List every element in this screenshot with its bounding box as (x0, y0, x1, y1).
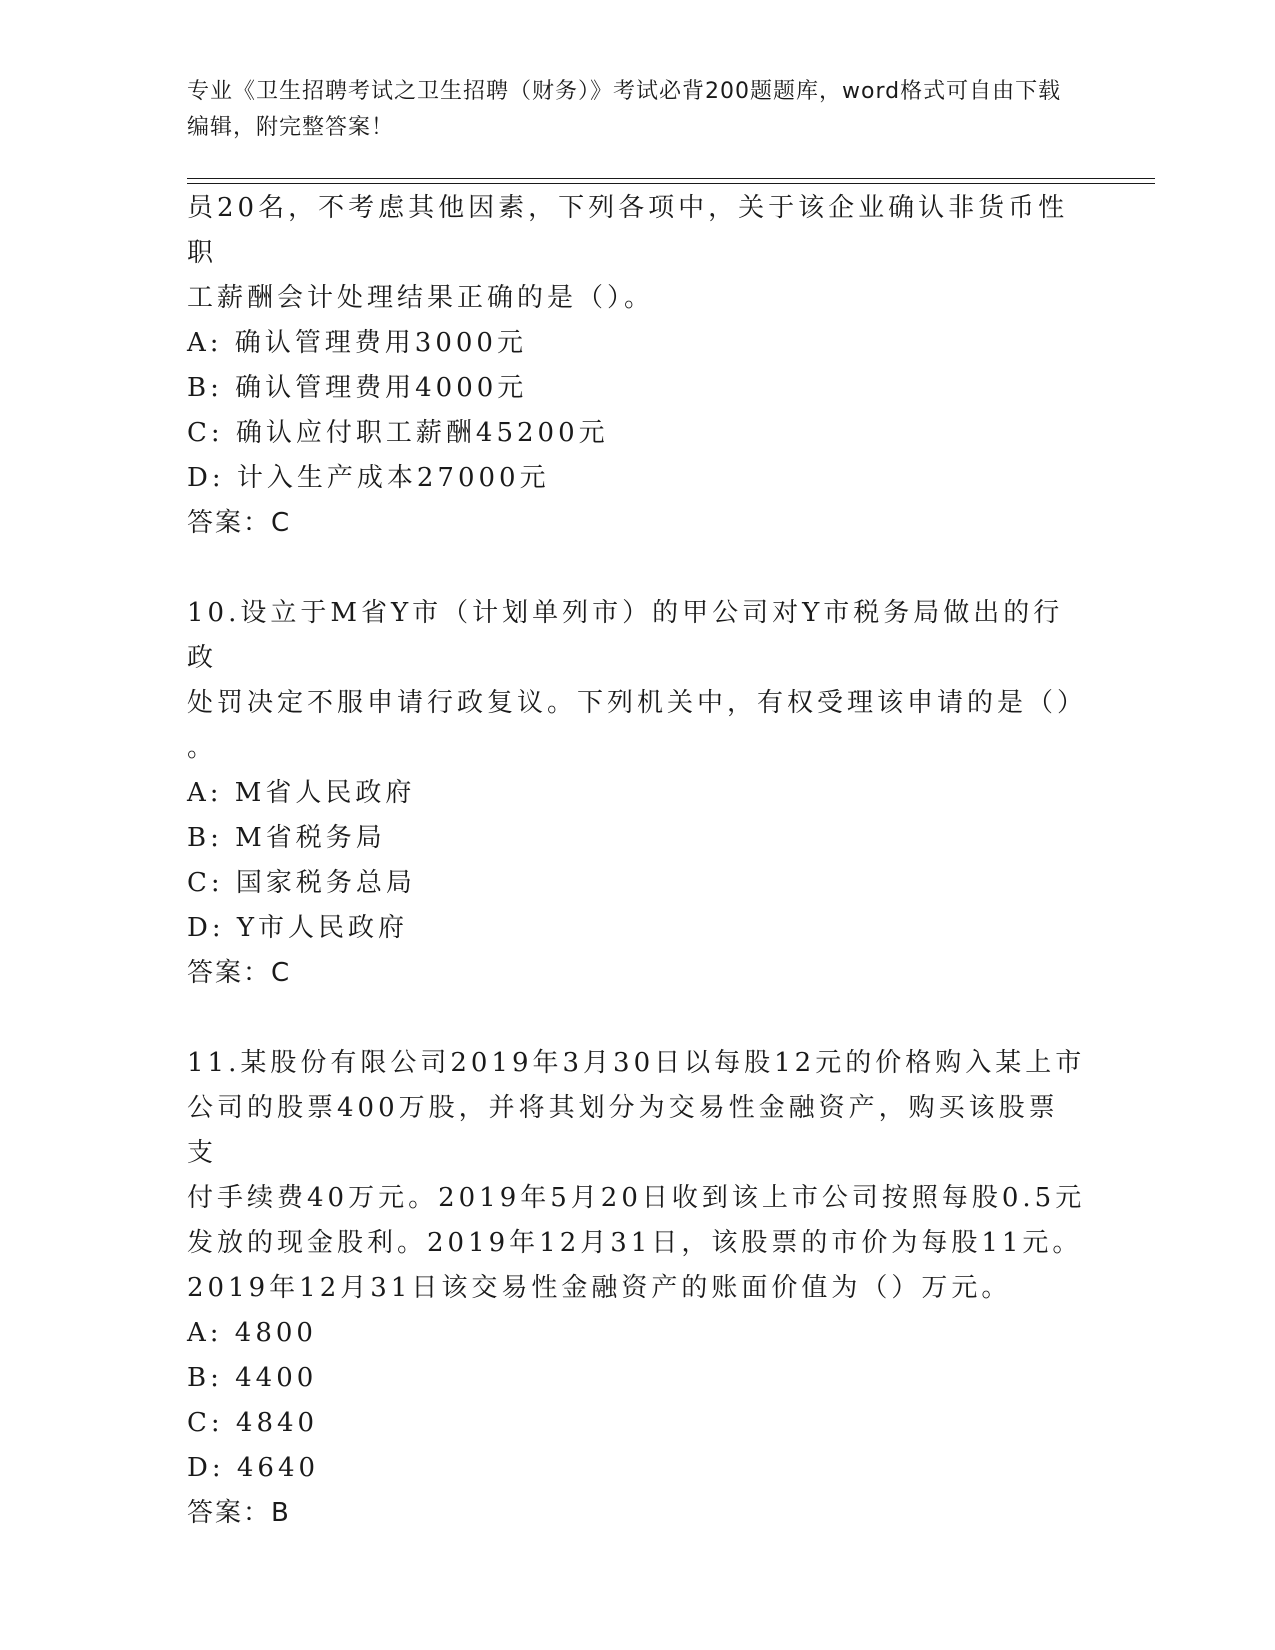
question-text-line: 员20名，不考虑其他因素，下列各项中，关于该企业确认非货币性职 (187, 193, 1069, 268)
option-a: A: 确认管理费用3000元 (187, 328, 527, 358)
page-header (187, 74, 1077, 146)
question-text-line: 工薪酬会计处理结果正确的是（）。 (187, 283, 655, 313)
option-a: A: M省人民政府 (187, 778, 416, 808)
question-spacer (187, 996, 1087, 1041)
header-divider-double (187, 183, 1155, 184)
answer-line: 答案：C (187, 958, 292, 988)
question-text-line: 2019年12月31日该交易性金融资产的账面价值为（）万元。 (187, 1273, 1012, 1303)
option-c: C: 4840 (187, 1408, 319, 1438)
question-block (187, 591, 1087, 996)
question-text-line: 付手续费40万元。2019年5月20日收到该上市公司按照每股0.5元 (187, 1183, 1086, 1213)
header-text: 专业《卫生招聘考试之卫生招聘（财务）》考试必背200题题库，word格式可自由下载编辑，附完整答案！ (187, 79, 1062, 140)
question-block (187, 186, 1087, 546)
option-a: A: 4800 (187, 1318, 317, 1348)
question-text-line: 发放的现金股利。2019年12月31日，该股票的市价为每股11元。 (187, 1228, 1083, 1258)
answer-line: 答案：B (187, 1498, 291, 1528)
question-text-line: 10.设立于M省Y市（计划单列市）的甲公司对Y市税务局做出的行政 (187, 598, 1064, 673)
answer-line: 答案：C (187, 508, 292, 538)
option-b: B: 确认管理费用4000元 (187, 373, 528, 403)
option-c: C: 国家税务总局 (187, 868, 416, 898)
option-d: D: Y市人民政府 (187, 913, 409, 943)
question-text-line: 公司的股票400万股，并将其划分为交易性金融资产，购买该股票支 (187, 1093, 1059, 1168)
option-d: D: 4640 (187, 1453, 320, 1483)
question-list (187, 186, 1087, 1536)
question-text-line: 。 (187, 733, 218, 763)
question-spacer (187, 546, 1087, 591)
question-text-line: 处罚决定不服申请行政复议。下列机关中，有权受理该申请的是（） (187, 688, 1088, 718)
option-b: B: M省税务局 (187, 823, 386, 853)
header-divider (187, 178, 1155, 179)
option-d: D: 计入生产成本27000元 (187, 463, 550, 493)
question-block (187, 1041, 1087, 1536)
option-c: C: 确认应付职工薪酬45200元 (187, 418, 609, 448)
option-b: B: 4400 (187, 1363, 318, 1393)
question-text-line: 11.某股份有限公司2019年3月30日以每股12元的价格购入某上市 (187, 1048, 1086, 1078)
